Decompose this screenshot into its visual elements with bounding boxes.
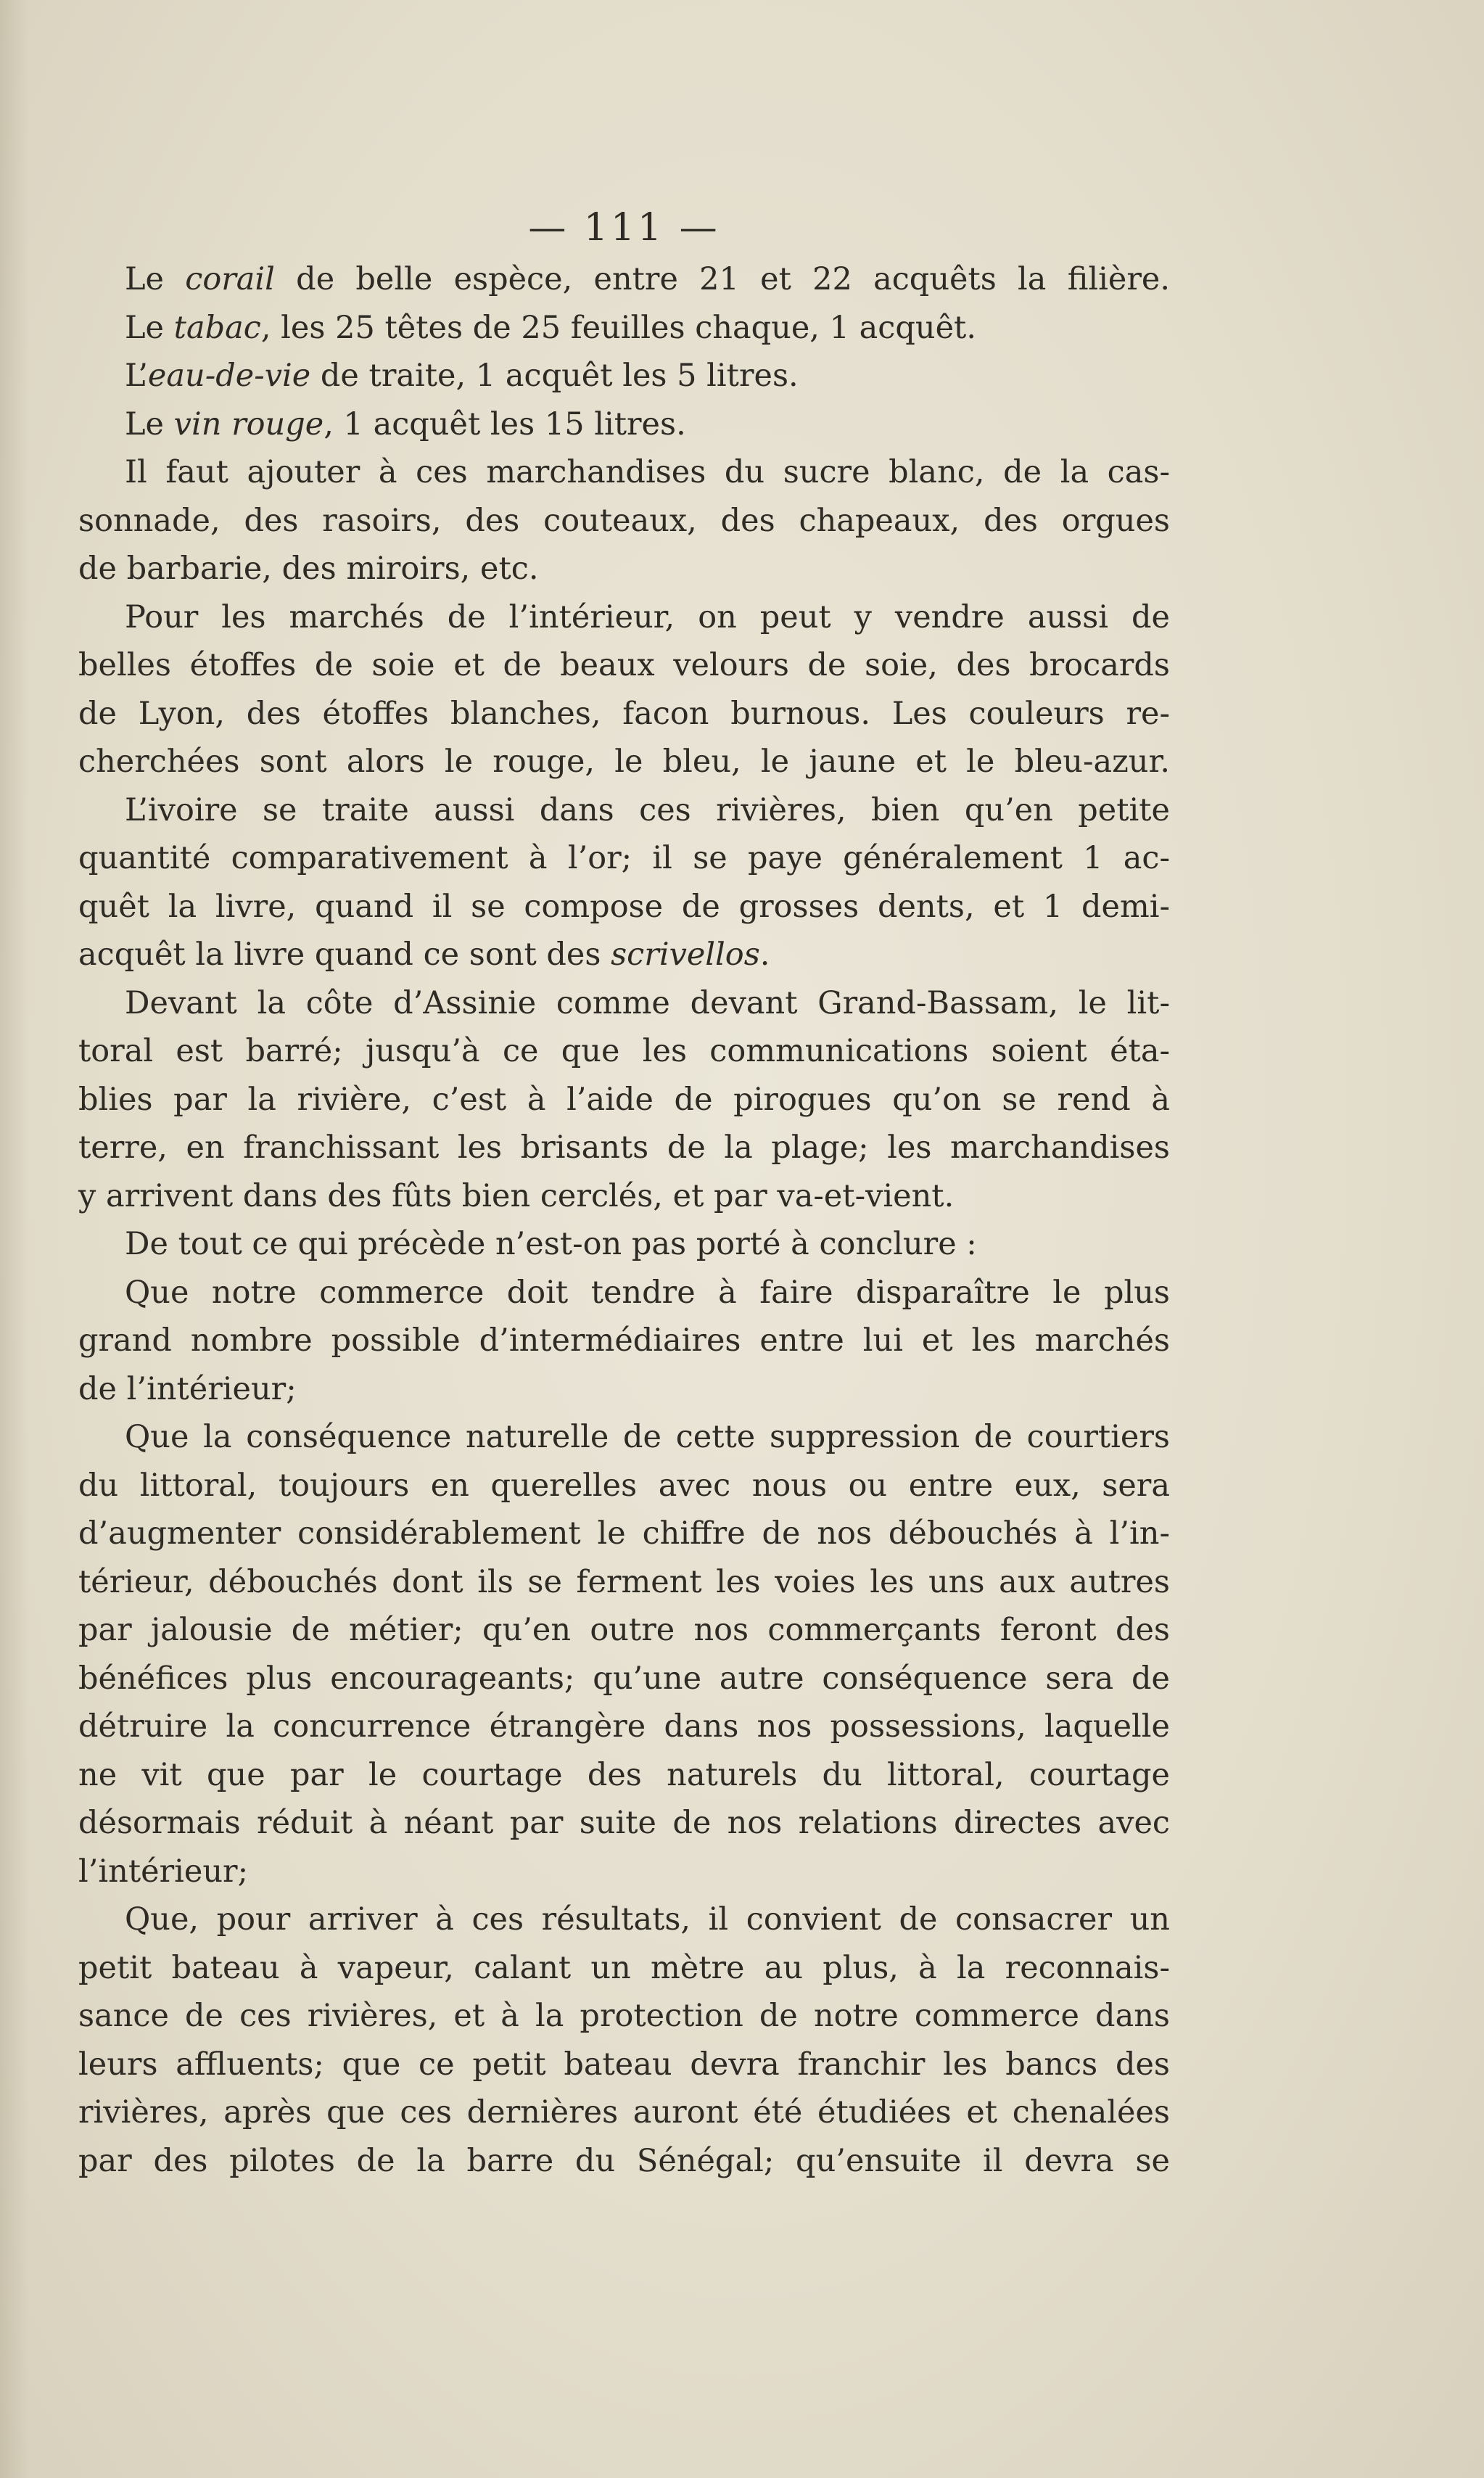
- text-run: Pour les marchés de l’intérieur, on peut y vendre aussi de: [125, 598, 1170, 635]
- text-line: [78, 497, 1170, 546]
- text-run: Le: [125, 406, 174, 442]
- text-run: ne vit que par le courtage des naturels du littoral, courtage: [78, 1756, 1170, 1793]
- text-run: quantité comparativement à l’or; il se paye généralement 1 ac-: [78, 840, 1170, 876]
- text-line: [78, 1269, 1170, 1317]
- text-run: sance de ces rivières, et à la protection de notre commerce dans: [78, 1998, 1170, 2034]
- text-line: [78, 1510, 1170, 1558]
- text-run: Le: [125, 309, 174, 346]
- body-text: [78, 255, 1170, 2185]
- text-line: [78, 255, 1170, 304]
- text-run: désormais réduit à néant par suite de nos relations directes avec: [78, 1805, 1170, 1841]
- text-run: Devant la côte d’Assinie comme devant Grand-Bassam, le lit-: [125, 984, 1170, 1021]
- text-block: [78, 203, 1170, 2185]
- text-run: y arrivent dans des fûts bien cerclés, et par va-et-vient.: [78, 1177, 955, 1214]
- text-line: [78, 931, 1170, 979]
- italic-term: vin rouge: [173, 406, 324, 442]
- text-line: [78, 883, 1170, 931]
- text-line: [78, 834, 1170, 883]
- text-run: Que notre commerce doit tendre à faire disparaître le plus: [125, 1274, 1170, 1311]
- text-run: Il faut ajouter à ces marchandises du sucre blanc, de la cas-: [125, 454, 1170, 490]
- text-run: l’intérieur;: [78, 1853, 249, 1890]
- text-run: de Lyon, des étoffes blanches, facon burnous. Les couleurs re-: [78, 695, 1170, 732]
- page-number: — 111 —: [528, 206, 720, 250]
- text-line: [78, 690, 1170, 738]
- text-run: Que la conséquence naturelle de cette suppression de courtiers: [125, 1419, 1170, 1455]
- text-line: [78, 641, 1170, 690]
- text-line: [78, 1848, 1170, 1896]
- text-line: [78, 1944, 1170, 1993]
- text-run: leurs affluents; que ce petit bateau devra franchir les bancs des: [78, 2046, 1170, 2083]
- text-run: du littoral, toujours en querelles avec nous ou entre eux, sera: [78, 1467, 1170, 1504]
- italic-term: eau-de-vie: [147, 358, 311, 394]
- text-line: [78, 1895, 1170, 1944]
- text-run: rivières, après que ces dernières auront été étudiées et chenalées: [78, 2094, 1170, 2131]
- text-line: [78, 352, 1170, 400]
- text-run: De tout ce qui précède n’est-on pas porté à conclure :: [125, 1226, 977, 1262]
- page-gutter-shadow: [0, 0, 29, 2478]
- text-run: quêt la livre, quand il se compose de grosses dents, et 1 demi-: [78, 888, 1170, 925]
- text-line: [78, 448, 1170, 497]
- text-run: terre, en franchissant les brisants de la plage; les marchandises: [78, 1129, 1170, 1166]
- text-line: [78, 1317, 1170, 1365]
- text-run: L’: [125, 358, 148, 394]
- text-line: [78, 1703, 1170, 1751]
- text-line: [78, 1992, 1170, 2041]
- text-line: [78, 1220, 1170, 1269]
- text-run: par jalousie de métier; qu’en outre nos commerçants feront des: [78, 1612, 1170, 1648]
- text-line: [78, 1462, 1170, 1510]
- text-run: cherchées sont alors le rouge, le bleu, le jaune et le bleu-azur.: [78, 744, 1170, 780]
- text-line: [78, 1655, 1170, 1703]
- text-run: blies par la rivière, c’est à l’aide de pirogues qu’on se rend à: [78, 1081, 1170, 1118]
- italic-term: scrivellos: [611, 937, 760, 973]
- text-line: [78, 400, 1170, 449]
- text-run: , 1 acquêt les 15 litres.: [323, 406, 686, 442]
- text-run: grand nombre possible d’intermédiaires entre lui et les marchés: [78, 1322, 1170, 1359]
- text-line: [78, 1606, 1170, 1655]
- text-line: [78, 1413, 1170, 1462]
- text-line: [78, 545, 1170, 593]
- text-run: de belle espèce, entre 21 et 22 acquêts la filière.: [274, 261, 1170, 297]
- italic-term: corail: [185, 261, 275, 297]
- text-line: [78, 2041, 1170, 2089]
- text-run: sonnade, des rasoirs, des couteaux, des chapeaux, des orgues: [78, 502, 1170, 539]
- text-run: d’augmenter considérablement le chiffre de nos débouchés à l’in-: [78, 1515, 1170, 1552]
- text-line: [78, 979, 1170, 1028]
- text-line: [78, 1076, 1170, 1124]
- text-run: de l’intérieur;: [78, 1370, 297, 1407]
- text-line: [78, 786, 1170, 835]
- text-line: [78, 593, 1170, 642]
- text-run: petit bateau à vapeur, calant un mètre au plus, à la reconnais-: [78, 1949, 1170, 1986]
- text-run: acquêt la livre quand ce sont des: [78, 937, 611, 973]
- text-run: Que, pour arriver à ces résultats, il convient de consacrer un: [125, 1901, 1170, 1938]
- text-line: [78, 738, 1170, 786]
- text-run: de traite, 1 acquêt les 5 litres.: [310, 358, 799, 394]
- text-run: bénéfices plus encourageants; qu’une autre conséquence sera de: [78, 1660, 1170, 1697]
- text-line: [78, 304, 1170, 353]
- text-run: Le: [125, 261, 186, 297]
- text-line: [78, 1799, 1170, 1848]
- text-line: [78, 2137, 1170, 2186]
- text-run: belles étoffes de soie et de beaux velours de soie, des brocards: [78, 647, 1170, 683]
- text-line: [78, 1751, 1170, 1800]
- text-run: , les 25 têtes de 25 feuilles chaque, 1 acquêt.: [260, 309, 976, 346]
- text-line: [78, 1172, 1170, 1221]
- text-line: [78, 1124, 1170, 1172]
- text-run: L’ivoire se traite aussi dans ces rivières, bien qu’en petite: [125, 791, 1170, 828]
- text-run: toral est barré; jusqu’à ce que les communications soient éta-: [78, 1033, 1170, 1069]
- text-line: [78, 1027, 1170, 1076]
- text-run: .: [759, 937, 770, 973]
- text-run: térieur, débouchés dont ils se ferment les voies les uns aux autres: [78, 1563, 1170, 1600]
- text-run: détruire la concurrence étrangère dans nos possessions, laquelle: [78, 1708, 1170, 1745]
- text-line: [78, 1365, 1170, 1414]
- text-run: de barbarie, des miroirs, etc.: [78, 551, 539, 587]
- text-line: [78, 1558, 1170, 1607]
- italic-term: tabac: [173, 309, 261, 346]
- text-line: [78, 2088, 1170, 2137]
- text-run: par des pilotes de la barre du Sénégal; qu’ensuite il devra se: [78, 2142, 1170, 2179]
